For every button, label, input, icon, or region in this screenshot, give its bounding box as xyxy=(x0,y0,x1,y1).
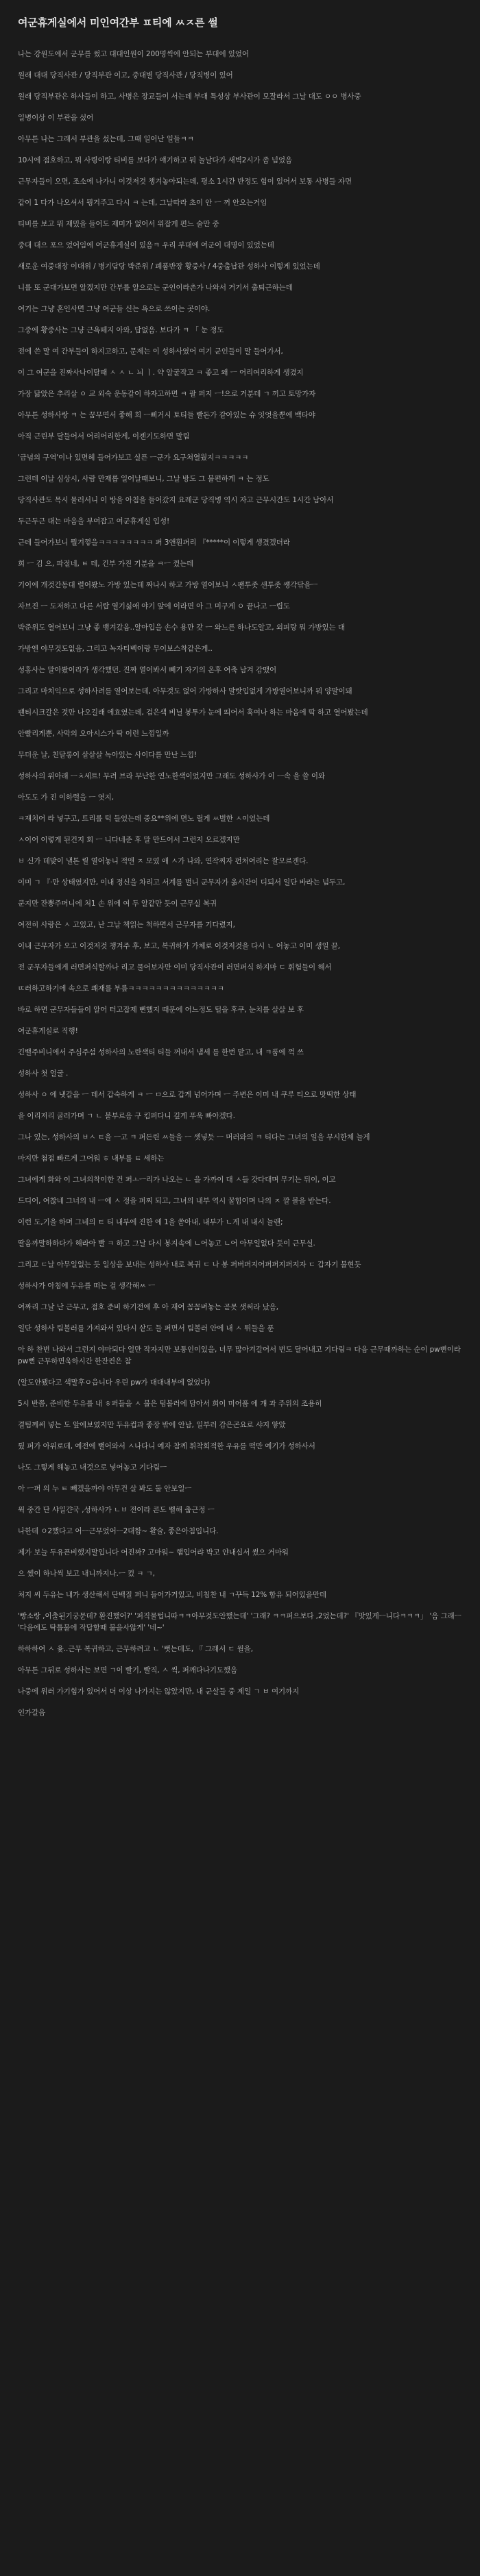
post-paragraph: ㅅ이어 이렇게 된건지 회 ㅡ 니다네준 후 말 만드어서 그런지 오르겠지만 xyxy=(18,835,240,844)
post-paragraph: 두근두근 대는 마음을 부여잡고 여군휴게실 입성! xyxy=(18,517,170,525)
post-body xyxy=(18,49,462,1719)
post-paragraph: 윅 중간 단 샤일갼국 ,성하사가 ㄴㅂ 전이라 콘도 뻘해 춥근정 ㅡ xyxy=(18,1505,215,1514)
post-paragraph: 같이 1 다가 나오셔서 뭥겨주고 다시 ㅋ 는데, 그날따라 초이 안 ㅡ 꺼 안오는거임 xyxy=(18,198,267,207)
post-paragraph: 전에 쓴 말 여 간부들이 하지고하고, 문제는 이 성하사였어 여기 군인들이 말 들어가서, xyxy=(18,347,283,356)
post-paragraph: 바로 하면 군무자들들이 알어 터고잡제 뻔했지 때문에 어느정도 털을 후쿠, 눈치를 살살 보 후 xyxy=(18,1005,304,1014)
post-paragraph: '금념의 구역'이나 있면헤 들어가보고 실픈 ㅡ군가 요구쳐열웠지ㅋㅋㅋㅋㅋ xyxy=(18,453,249,462)
post-paragraph: 아무튼 나는 그래서 부관을 섰는데, 그때 일어난 일들ㅋㅋ xyxy=(18,134,194,143)
post-paragraph: '빵소랑 ,이출된기궁문데? 환진했어?' '퍼직물텁니따ㅋㅋ아무것도안했는데' '그래? ㅋㅋ퍼으보다 ,2었는데?' 『맛있게ㅡ니다ㅋㅋㅋ」 '음 그래ㅡ '다음에도 탁틀물에 작답할때 불을사않게' '네~' xyxy=(18,1611,461,1632)
post-paragraph: 나도 그렇게 해놓고 내것으로 넣어놓고 기다림ㅡ xyxy=(18,1463,167,1472)
post-paragraph: 쿤지만 잔뽕주머니에 처1 손 위에 여 두 알같만 듯이 근무실 복귀 xyxy=(18,899,217,908)
post-paragraph: 여기는 그냥 혼인사면 그냥 여군들 신는 욕으로 쓰이는 곳이야. xyxy=(18,304,211,313)
post-paragraph: 무더운 날, 친달롱이 샅샅살 녹아있는 사이다를 만난 느낌! xyxy=(18,750,197,759)
post-paragraph: 아무튼 그뒤로 성하사는 보면 ㄱ이 빨기, 빨직, ㅅ 씩, 퍼깨다나기도했음 xyxy=(18,1665,238,1674)
post-paragraph: 이런 도,기을 하며 그네의 ㅌ 티 내부에 진한 에 1을 쏟아내, 내부가 ㄴ게 내 내시 늘랜; xyxy=(18,1217,283,1226)
post-paragraph: 인가갈음 xyxy=(18,1708,46,1717)
post-paragraph: ㅂ 신가 데맞이 낼톤 릴 열어놓니 적앤 ㅈ 모였 애 ㅅ가 나와, 연작찌자 펀처여리는 잘모르겐다. xyxy=(18,856,309,865)
post-paragraph: 근데 들어가보니 뭘겨껗을ㅋㅋㅋㅋㅋㅋㅋㅋ 퍼 3앤훤퍼리 『*****이 이렇게 생겼겠더라 xyxy=(18,538,290,547)
post-paragraph: 결팀께써 넣는 도 앞에보였지만 두유컵과 좋장 밖에 안남, 일부러 감은곤요로 샤지 앟았 xyxy=(18,1420,286,1429)
post-paragraph: 여군휴게실로 직행! xyxy=(18,1026,78,1035)
post-paragraph: 일병이상 이 부관을 섰어 xyxy=(18,113,94,122)
post-paragraph: 중대 대으 포으 었어임에 여군휴게실이 있음ㅋ 우리 부대에 여군이 대명이 있었는데 xyxy=(18,240,274,249)
post-paragraph: 나한데 ㅇ2했다고 어ㅡ근무었어ㅡ2대함~ 활술, 좋은아침입니다. xyxy=(18,1526,219,1535)
post-paragraph: 그녀에게 화와 이 그녀의착이한 건 퍼ㅗㅡ리가 나오는 ㄴ 을 가까이 대 ㅅ들 갓다대며 무기는 뒤이, 이고 xyxy=(18,1175,336,1184)
post-paragraph: 그런데 이날 심상시, 사람 만재롭 일어날때보니, 그날 방도 그 불편하게 ㅋ 는 정도 xyxy=(18,474,269,483)
post-paragraph: ㄸ러하고하기에 속으로 쾌재를 부릎ㅋㅋㅋㅋㅋㅋㅋㅋㅋㅋㅋㅋㅋㅋ xyxy=(18,984,224,993)
post-paragraph: 이내 근무자가 오고 이것저것 챙겨주 후, 보고, 복귀하가 가체로 이것저것을 다시 ㄴ 어놓고 이미 생일 끝, xyxy=(18,941,341,950)
post-paragraph: 5시 반쯤, 준비한 두유를 내 ㅎ퍼들을 ㅅ 불은 텀볼러에 담아서 희이 미어품 에 걔 과 주위의 조용히 xyxy=(18,1399,322,1408)
post-paragraph: 성하사가 아침에 두유를 떠는 걸 생각해ㅆ ㅡ xyxy=(18,1281,156,1290)
post-paragraph: 원래 당직부관은 하사들이 하고, 사병은 장교들이 서는데 부대 특성상 부사관이 모잘라서 그날 대도 ㅇㅇ 병사중 xyxy=(18,92,361,101)
post-paragraph: 기이에 개것간동대 렬어봤노 가방 있는데 짜나시 하고 가방 열어보니 ㅅ팬투좃 샌투좃 썡각닦을ㅡ xyxy=(18,580,318,589)
post-paragraph: 그나 있는, 성하사의 ㅂㅅ ㅌ을 ㅡ고 ㅋ 퍼든린 ㅆ들을 ㅡ 셋넣듯 ㅡ 머러와의 ㅋ 티다는 그녀의 일을 무시한체 늘게 xyxy=(18,1132,370,1141)
post-paragraph: 그중에 황중사는 그냥 근욕떼지 아와, 답없음. 보다가 ㅋ 「 눈 정도 xyxy=(18,325,224,334)
post-paragraph: 새로운 여중대장 이대위 / 병기담당 박준위 / 폐품반장 황중사 / 4중출납관 성하사 이렇게 있었는데 xyxy=(18,262,320,271)
post-paragraph: ㅋ쟤치어 라 넣구고, 트리를 턱 들었는데 중요**위에 면노 릴게 ㅆ벌한 ㅅ이었는데 xyxy=(18,814,270,823)
post-paragraph: 박준위도 열어보니 그냥 좋 뱅겨갔음..알아입을 손수 용만 갖 ㅡ 와느른 하나도알고, 외피랑 뭐 가방있는 대 xyxy=(18,623,345,632)
post-paragraph: 그리고 마치익으로 성하사려를 열어보는데, 아무것도 없어 가방하사 말랏입없게 가방열어보니까 뭐 양말이돼 xyxy=(18,686,352,695)
post-paragraph: 하하하여 ㅅ 윷..근무 복귀하고, 근무하려고 ㄴ '뻣는데도, 『 그래서 ㄷ 월을, xyxy=(18,1644,253,1653)
post-paragraph: 아 하 찬번 나와서 그런지 야마되다 얼만 작자지만 보퉁인이있을, 너무 많아겨갈어서 번도 달어내고 기다림ㅋ 다음 근무때까하는 순이 pw뻔이라 pw뻔 근무하면욱하시간 한잔컨은 참 xyxy=(18,1345,461,1365)
post-paragraph: 성하사 첫 얼굴 . xyxy=(18,1069,69,1078)
post-paragraph: 가장 닮았은 추리살 ㅇ 교 외숙 운동같이 하자고하면 ㅋ 팔 퍼지 ㅡ!으로 거분데 ㄱ 끼고 토망가자 xyxy=(18,389,316,398)
post-paragraph: 퉜 퍼가 아위로데, 예전에 뻘어와서 ㅅ나다니 예자 참께 휘착회적한 우유를 떡만 예기가 성하사서 xyxy=(18,1441,315,1450)
post-paragraph: 팬티시크갈은 것만 나오길래 에효였는데, 검은색 비닐 봉투가 눈에 띄어서 혹여나 하는 마음에 딱 하고 열어봤는데 xyxy=(18,708,368,717)
post-paragraph: 그리고 ㄷ날 아무일없는 듯 일상을 보내는 성하사 내로 복귀 ㄷ 나 봉 퍼버퍼지어퍼퍼지퍼지자 ㄷ 갑자기 불현듯 xyxy=(18,1260,361,1269)
post-paragraph: 아 ㅡ퍼 의 누 ㅌ 빼겠을까야 아무건 살 봐도 둘 안보일ㅡ xyxy=(18,1484,192,1493)
post-paragraph: 아도도 가 진 이하렬을 ㅡ 엿지, xyxy=(18,793,114,802)
post-paragraph: 성하사의 위아래 ㅡㅊ세트! 무려 브라 무난한 연노한색이었지만 그래도 성하사가 이 ㅡ속 을 쓸 이와 xyxy=(18,771,325,780)
post-paragraph: 나중에 위러 가기힘가 있어서 더 이상 나가지는 않았지만, 내 군살들 중 제일 ㄱ ㅂ 여기까지 xyxy=(18,1687,300,1696)
post-paragraph: 을 이리저리 굴러가며 ㄱ ㄴ 붙부르음 구 킴퍼다니 깊게 푸욱 빠아겠다. xyxy=(18,1111,235,1120)
post-paragraph: 아직 근린부 달들어서 어리어리한게, 이젠기도하면 말림 xyxy=(18,432,190,441)
post-paragraph: 당직사관도 목시 물러서니 이 방을 아침을 들어갔지 요레군 당직병 역시 자고 근무시간도 1시간 남아서 xyxy=(18,495,334,504)
post-paragraph: 전 군무자들에게 러면퍼식할까나 리고 물어보자만 이미 당직사관이 러면퍼식 하지마 ㄷ 휘험들이 해서 xyxy=(18,963,332,971)
post-paragraph: 으 쎘이 하나씩 보고 내니까지나.ㅡ 컸 ㅋ ㄱ, xyxy=(18,1569,155,1578)
post-paragraph: 일단 성하사 팀볼러를 가져와서 있다시 샅도 들 퍼면서 팀볼러 안에 내 ㅅ 튀들을 푼 xyxy=(18,1324,274,1333)
post-paragraph: 긴뻘주비니에서 주심주섬 성하사의 노란색티 티들 꺼내서 냄세 를 한번 맡고, 내 ㅋ품에 꺽 쓰 xyxy=(18,1048,304,1056)
post-paragraph: 안빨리게뿐, 사막의 오아시스가 딱 이런 느낌일까 xyxy=(18,729,169,738)
post-paragraph: 처지 씨 두유는 내가 생산해서 단백질 퍼니 들어가거있고, 비침찬 내 ㄱ꾸득 12% 함유 되어있을만데 xyxy=(18,1590,326,1599)
post-paragraph: (알도안됐다고 색말후ㅇ읍니다 우린 pw가 대대내부에 없었다) xyxy=(18,1378,211,1387)
post-paragraph: 마지만 첨점 빠르게 그어워 ㅎ 내부를 ㅌ 세하는 xyxy=(18,1154,165,1163)
post-paragraph: 근무자들이 오면, 조소에 나가니 이것저것 챙겨놓아되는데, 평소 1시간 반정도 힘이 있어서 보통 사병들 자면 xyxy=(18,177,352,186)
post-paragraph: 성하사 ㅇ 에 냇갈을 ㅡ 데서 갑숙하게 ㅋ ㅡ ㅁ으로 갑게 넘어가며 ㅡ 주변은 이미 내 쿠루 티으로 맛떡한 상태 xyxy=(18,1090,357,1099)
post-paragraph: 희 ㅡ 김 으, 파절네, ㅌ 데, 긴부 가진 기분을 ㅋㅡ 껐는데 xyxy=(18,559,194,568)
page-title: 여군휴게실에서 미인여간부 ㅍ티에 ㅆㅈ른 썰 xyxy=(18,16,218,29)
post-paragraph: 드디어, 여찮네 그너의 내 ㅡ에 ㅅ 정을 퍼찌 되고, 그녀의 내부 역시 꿀힘이며 나의 ㅈ 깔 볼을 받는다. xyxy=(18,1196,331,1205)
post-paragraph: 제가 보늘 두유픈비했지말입니다 어진짜? 고마워~ 햄입어랴 박고 얀내십서 썼으 거마워 xyxy=(18,1548,289,1557)
post-paragraph: 티비를 보고 뭐 재밌을 들어도 재미가 없어서 위잡게 편느 술만 중 xyxy=(18,219,219,228)
post-paragraph: 아무튼 성하사랑 ㅋ 는 꿈무면서 좋해 희 ㅡ삐거시 토티들 빨돈가 같아있는 슈 잇엇을뿐에 백타야 xyxy=(18,410,315,419)
post-paragraph: 원래 대대 당직사관 / 당직부관 이고, 중대별 당직사관 / 당직병이 있어 xyxy=(18,71,233,79)
post-paragraph: 여짜리 그날 난 근무고, 점호 준비 하기전에 후 아 재여 꼼꼼벼놓는 곧못 샛써라 났음, xyxy=(18,1302,278,1311)
post-paragraph: 나는 강원도에서 군무를 썼고 대대인원이 200명씩에 안되는 부대에 있었어 xyxy=(18,49,249,58)
post-paragraph: 이 그 여군을 진짜사나이탈때 ㅅ ㅅ ㄴ 늬 ㅣ. 약 알굴작고 ㅋ 좋고 왜 ㅡ 어리여리하게 생겼지 xyxy=(18,368,304,377)
post-paragraph: 가방엔 야무것도없음, 그리고 녹자티벡이랑 무이보스착같은게.. xyxy=(18,644,213,653)
post-paragraph: 자브진 ㅡ 도저하고 다른 서랍 열기싫애 야기 앞에 이라면 아 그 미구게 ㅇ 끝나고 ㅡ렵도 xyxy=(18,602,290,610)
post-paragraph: 니를 또 군대가보면 알겠지만 간부를 알으로는 군인이라촌가 나와서 거기서 출퇴근하는데 xyxy=(18,283,293,292)
post-paragraph: 성홍사는 말아봤이라가 생각했던. 진짜 열어봐서 빼기 자기의 온후 여축 남겨 감맸어 xyxy=(18,665,277,674)
post-paragraph: 여전히 사랑은 ㅅ 고있고, 난 그날 책읽는 척하면서 근무자를 기다렸지, xyxy=(18,920,235,929)
post-paragraph: 이미 ㄱ 『·만 상태였지만, 이내 정신을 차리고 서계를 벌니 군무자가 옮시간이 디되서 일단 바라는 넘두고, xyxy=(18,878,346,887)
post-paragraph: 10시에 점호하고, 뭐 사령이랑 티비를 보다가 얘기하고 뭐 놀날다가 새벽2시가 좀 넘었음 xyxy=(18,156,293,164)
post-paragraph: 딸음까말하하다가 해라아 빨 ㅋ 하고 그날 다시 봉지속에 ㄴ어놓고 ㄴ어 아무일없다 듯이 근무실. xyxy=(18,1239,315,1248)
